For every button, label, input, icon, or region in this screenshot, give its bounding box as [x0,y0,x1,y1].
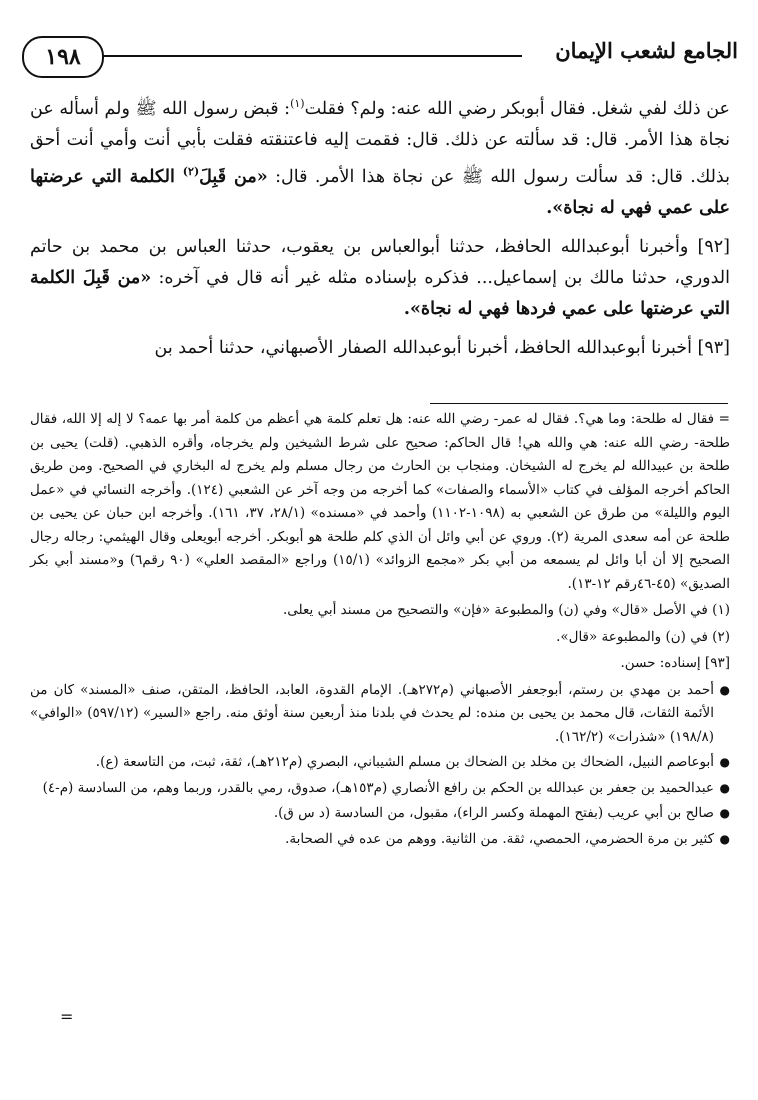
p1-quote-a: «من قَبِلَ [199,166,268,187]
narrator-text: صالح بن أبي عريب (بفتح المهملة وكسر الراء)، مقبول، من السادسة (د س ق). [273,805,714,821]
p2-quote: «من قَبِلَ الكلمة التي عرضتها على عمي فردها فهي له نجاة». [30,267,730,319]
narrator-item [30,679,730,750]
narrator-item [30,751,730,775]
note-ref-2: (٢) [182,164,200,178]
p3-text: [٩٣] أخبرنا أبوعبدالله الحافظ، أخبرنا أبوعبدالله الصفار الأصبهاني، حدثنا أحمد بن [154,337,730,358]
p1-text-2: : قبض رسول الله ﷺ ولم أسأله عن نجاة هذا الأمر. قال: قد سألته عن ذلك. قال: فقمت إليه فاعتنقته فقلت بأبي أنت وأمي أنت أحق بذلك. قال: قد سألت رسول الله ﷺ عن نجاة هذا الأمر. قال: [30,98,730,187]
footnote-divider [430,403,728,404]
narrator-text: أحمد بن مهدي بن رستم، أبوجعفر الأصبهاني (م٢٧٢هـ). الإمام القدوة، العابد، الحافظ، المتقن، صنف «المسند» كان من الأئمة الثقات، قال محمد بن يحيى بن منده: لم يحدث في بلدنا منذ أربعين سنة أوثق منه. راجع «السير» (٥٩٧/١٢) «الوافي» (١٩٨/٨) «شذرات» (١٦٢/٢). [30,681,714,745]
paragraph-92 [30,232,730,325]
narrator-item [30,802,730,826]
narrator-list [30,679,730,852]
p1-text: عن ذلك لفي شغل. فقال أبوبكر رضي الله عنه: ولم؟ فقلت [304,98,730,119]
paragraph-1 [30,88,730,224]
narrator-text: أبوعاصم النبيل، الضحاك بن مخلد بن الضحاك بن مسلم الشيباني، البصري (م٢١٢هـ)، ثقة، ثبت، من التاسعة (ع). [95,754,714,770]
footnote-1: (١) في الأصل «قال» وفي (ن) والمطبوعة «فإن» والتصحيح من مسند أبي يعلى. [283,602,730,618]
header-rule [102,55,522,57]
isnad-grade: [٩٣] إسناده: حسن. [620,655,730,671]
narrator-item [30,777,730,801]
page-number: ١٩٨ [22,36,104,78]
p1-quote-b: الكلمة التي عرضتها على عمي فهي له نجاة». [30,166,730,218]
bullet-icon: ● [719,806,730,820]
narrator-item [30,828,730,852]
narrator-text: عبدالحميد بن جعفر بن عبدالله بن الحكم بن رافع الأنصاري (م١٥٣هـ)، صدوق، رمي بالقدر، وربما وهم، من السادسة (م-٤) [42,779,714,796]
main-text [30,88,730,372]
narrator-text: كثير بن مرة الحضرمي، الحمصي، ثقة. من الثانية. ووهم من عده في الصحابة. [285,830,714,847]
bullet-icon: ● [719,780,730,795]
footnotes [30,408,730,853]
bullet-icon: ● [719,755,730,769]
footnote-continuation: = فقال له طلحة: وما هي؟. فقال له عمر- رضي الله عنه: هل تعلم كلمة هي أعظم من كلمة أمر بها عمه؟ لا إله إلا الله، فقال طلحة- رضي الله عنه: هي والله هي! قال الحاكم: صحيح على شرط الشيخين ولم يخرجاه، وأقره الذهبي. (قلت) يحيى بن طلحة بن عبيدالله لم يخرج له الشيخان. ومنجاب بن الحارث من رجال مسلم ولم يخرج له البخاري في الصحيح. ومن طريق الحاكم أخرجه المؤلف في كتاب «الأسماء والصفات» كما أخرجه من وجه آخر عن الشعبي (١٢٤). وأخرجه النسائي في «عمل اليوم والليلة» من طرق عن الشعبي به (١٠٩٨-١١٠٢) وأحمد في «مسنده» (٢٨/١، ٣٧، ١٦١). وأخرجه ابن حبان عن يحيى بن طلحة عن أمه سعدى المرية (٢). وروي عن أبي وائل أن الذي كلم طلحة هو أبوبكر. أخرجه أبويعلى وقال الهيثمي: رجاله رجال الصحيح إلا أن أبا وائل لم يسمعه من أبي بكر «مجمع الزوائد» (١٥/١) وراجع «المقصد العلي» (٩٠ رقم٦) و«مسند أبي بكر الصديق» (٤٥-٤٦رقم ١٢-١٣). [30,411,731,592]
paragraph-93 [30,333,730,364]
p2-text: [٩٢] وأخبرنا أبوعبدالله الحافظ، حدثنا أبوالعباس بن يعقوب، حدثنا العباس بن محمد بن حاتم الدوري، حدثنا مالك بن إسماعيل... فذكره بإسناده مثله غير أنه قال في آخره: [30,236,730,288]
page-header [22,32,738,80]
continuation-mark: = [60,1007,74,1026]
book-title: الجامع لشعب الإيمان [555,38,738,63]
note-ref-1: (١) [290,97,305,110]
bullet-icon: ● [719,682,730,697]
bullet-icon: ● [719,831,730,846]
footnote-2: (٢) في (ن) والمطبوعة «قال». [556,628,730,645]
